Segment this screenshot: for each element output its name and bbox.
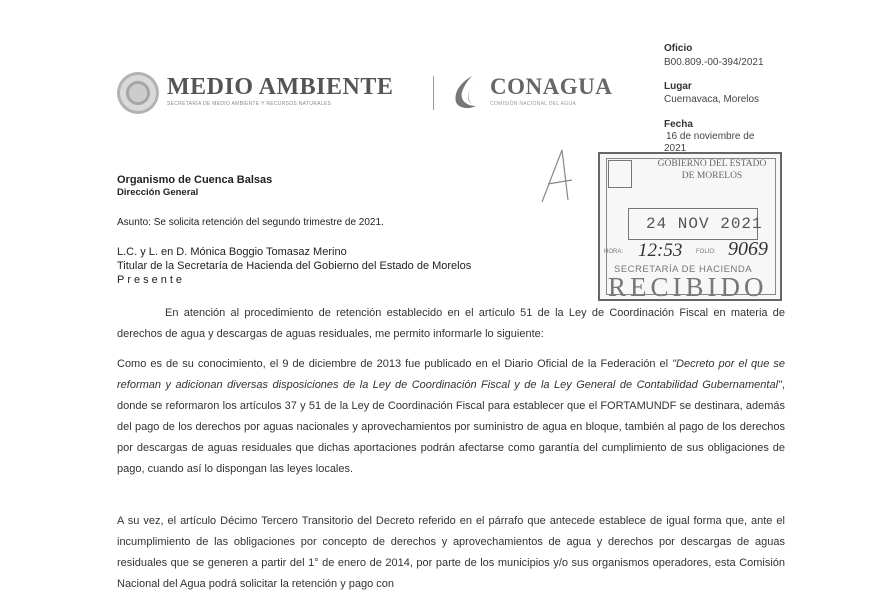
oficio-value: B00.809.-00-394/2021: [664, 57, 764, 68]
body-paragraph-2: Como es de su conocimiento, el 9 de diciembre de 2013 fue publicado en el Diario Oficial de la Federación el "Decreto por el que se reforman y adicionan diversas disposiciones de la Ley de Coordinación Fiscal y de la Ley General de Contabilidad Gubernamental", donde se reformaron los artículos 37 y 51 de la Ley de Coordinación Fiscal para establecer que el FORTAMUNDF se destinara, además del pago de los derechos por aguas nacionales y aprovechamientos por suministro de agua en bloque, también al pago de los derechos por descargas de aguas residuales que dichas aportaciones podrán afectarse como garantía del cumplimiento de sus obligaciones de pago, cuando así lo dispongan las leyes locales.: [117, 358, 786, 475]
logo-divider: [433, 76, 434, 110]
fecha-value: 16 de noviembre de: [666, 131, 755, 142]
stamp-hora-label: HORA:: [604, 249, 624, 255]
body-paragraph-1: En atención al procedimiento de retención establecido en el artículo 51 de la Ley de Coordinación Fiscal en materia de derechos de agua y descargas de aguas residuales, me permito informarle lo siguiente:: [117, 307, 785, 340]
oficio-label: Oficio: [664, 43, 693, 54]
stamp-crest-icon: [608, 160, 632, 188]
organismo-name: Organismo de Cuenca Balsas: [117, 174, 273, 186]
medio-ambiente-logo-text: MEDIO AMBIENTE: [167, 74, 394, 100]
conagua-logo-text: CONAGUA: [490, 74, 613, 99]
stamp-date: 24 NOV 2021: [646, 215, 763, 233]
fecha-year: 2021: [664, 143, 687, 154]
medio-ambiente-subtitle: SECRETARÍA DE MEDIO AMBIENTE Y RECURSOS NATURALES: [167, 101, 332, 107]
recipient-title: Titular de la Secretaría de Hacienda del Gobierno del Estado de Morelos: [117, 260, 472, 272]
lugar-value: Cuernavaca, Morelos: [664, 94, 760, 105]
stamp-recibido: RECIBIDO: [608, 272, 768, 302]
stamp-hora: 12:53: [638, 240, 683, 261]
stamp-secretaria: SECRETARÍA DE HACIENDA: [614, 264, 753, 275]
presente-line: Presente: [117, 274, 186, 286]
recipient-name: L.C. y L. en D. Mónica Boggio Tomasaz Merino: [117, 246, 347, 258]
asunto-line: Asunto: Se solicita retención del segundo trimestre de 2021.: [117, 217, 384, 228]
handwritten-a-annotation: [538, 146, 576, 208]
conagua-subtitle: COMISIÓN NACIONAL DEL AGUA: [490, 101, 577, 107]
conagua-drop-icon: [452, 74, 482, 110]
lugar-label: Lugar: [664, 81, 692, 92]
body-paragraph-3: A su vez, el artículo Décimo Tercero Transitorio del Decreto referido en el párrafo que antecede establece de igual forma que, ante el incumplimiento de las obligaciones por concepto de derechos y aprovechamientos de agua y derechos por descargas de aguas residuales que se generen a partir del 1° de enero de 2014, por parte de los municipios y/o sus organismos operadores, esta Comisión Nacional del Agua podrá solicitar la retención y pago con: [117, 515, 785, 590]
stamp-government-text: GOBIERNO DEL ESTADO DE MORELOS: [657, 159, 767, 181]
direccion-general: Dirección General: [117, 187, 199, 198]
stamp-folio: 9069: [728, 238, 768, 260]
government-emblem-icon: [117, 72, 159, 114]
fecha-label: Fecha: [664, 119, 693, 130]
stamp-folio-label: FOLIO:: [696, 249, 716, 255]
reception-stamp: [598, 152, 782, 301]
